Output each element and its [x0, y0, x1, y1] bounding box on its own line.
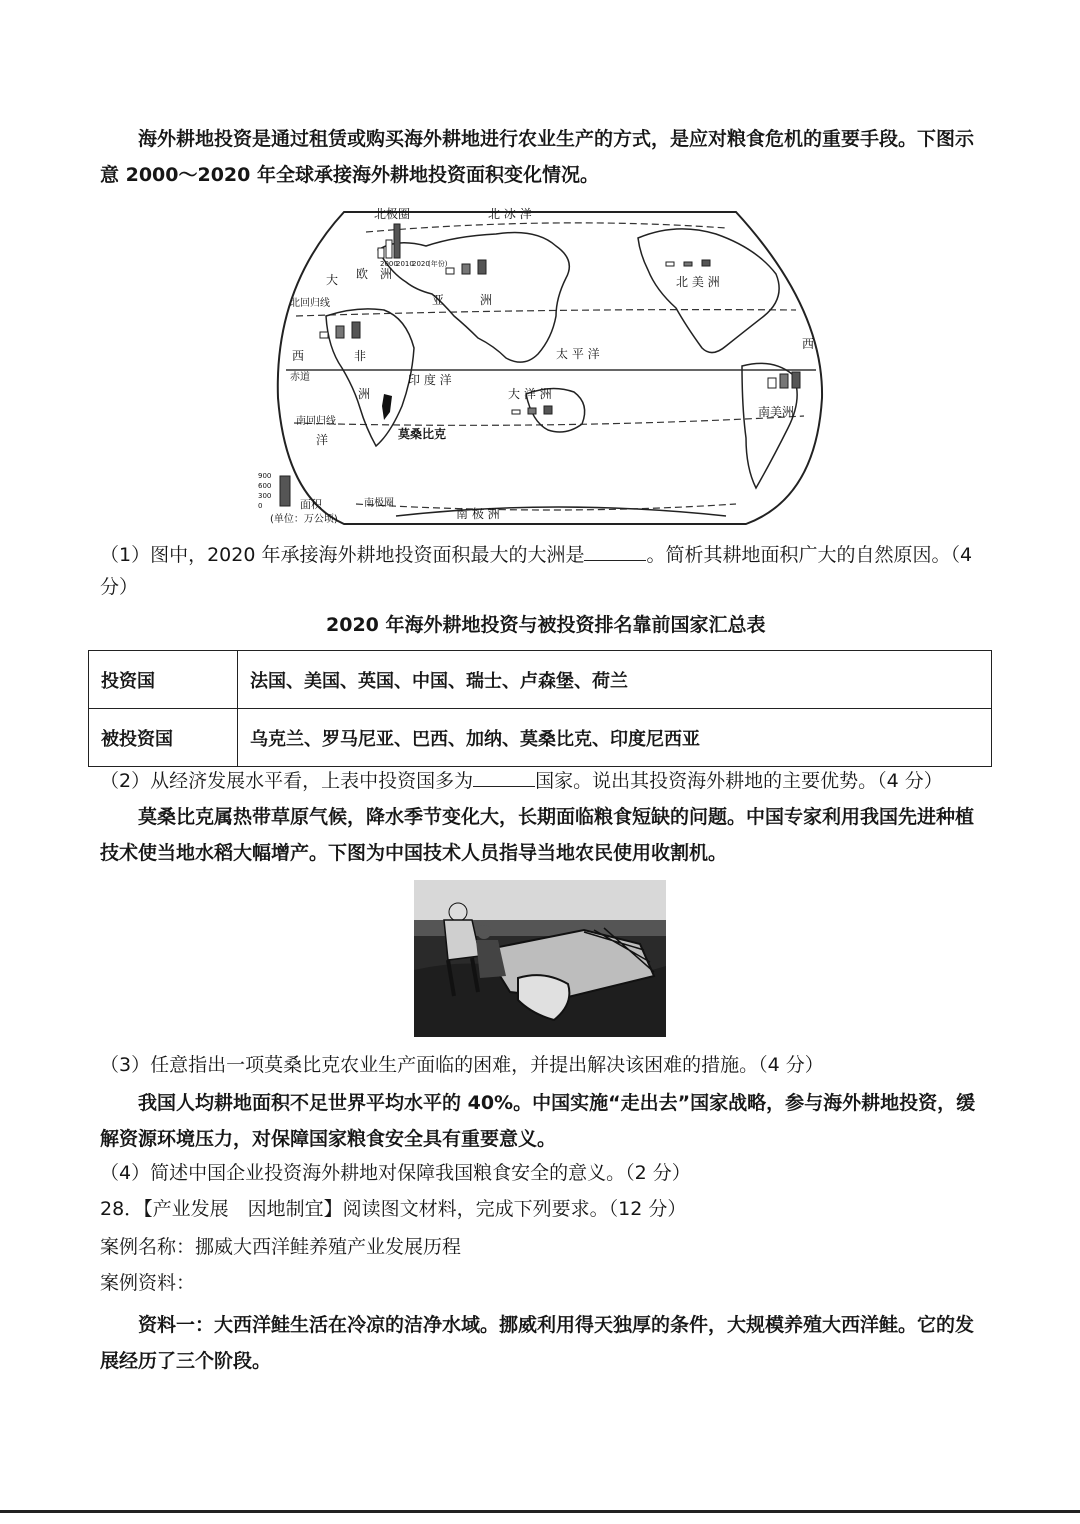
north-america-outline — [638, 229, 779, 353]
harvester-photo — [414, 880, 666, 1037]
africa-bar-2020 — [352, 322, 360, 338]
question-1-line-1 — [100, 540, 972, 568]
north-america-bar-2000 — [666, 262, 674, 266]
scale-tick-900: 900 — [258, 472, 272, 480]
china-para-line-2: 解资源环境压力，对保障国家粮食安全具有重要意义。 — [100, 1128, 557, 1150]
label-arctic-ocean: 北 冰 洋 — [488, 207, 532, 221]
label-south-america: 南美洲 — [758, 405, 795, 419]
label-europe: 欧 — [356, 267, 369, 281]
europe-bar-2010 — [386, 240, 392, 258]
question-1-line-2: 分） — [100, 576, 139, 598]
question-2-answer-blank[interactable] — [473, 766, 535, 787]
label-north-polar: 北极圈 — [374, 207, 411, 221]
oceania-bar-2010 — [528, 408, 536, 414]
scale-tick-0: 0 — [258, 502, 263, 510]
africa-bar-2000 — [320, 332, 328, 338]
europe-year-2000: 2000 — [380, 260, 398, 268]
case-name: 案例名称：挪威大西洋鲑养殖产业发展历程 — [100, 1236, 462, 1258]
question-4: （4）简述中国企业投资海外耕地对保障我国粮食安全的意义。（2 分） — [100, 1162, 691, 1184]
case-material-label: 案例资料： — [100, 1272, 196, 1294]
label-west: 西 — [292, 349, 305, 363]
label-antarctic: 南 极 洲 — [456, 507, 500, 521]
north-america-bar-2010 — [684, 262, 692, 266]
oceania-bar-2000 — [512, 410, 520, 414]
africa-bar-2010 — [336, 326, 344, 338]
mozambique-marker — [382, 394, 392, 420]
label-tropic-capricorn: 南回归线 — [296, 416, 336, 427]
question-2 — [100, 766, 943, 794]
south-america-bar-2010 — [780, 374, 788, 388]
label-north-america: 北 美 洲 — [676, 275, 720, 289]
europe-year-2010: 2010 — [396, 260, 414, 268]
intro-line-2: 意 2000～2020 年全球承接海外耕地投资面积变化情况。 — [100, 164, 599, 186]
table-cell-investor-countries: 法国、美国、英国、中国、瑞士、卢森堡、荷兰 — [238, 651, 992, 709]
material-1-line-2: 展经历了三个阶段。 — [100, 1350, 272, 1372]
question-2-suffix: 国家。说出其投资海外耕地的主要优势。（4 分） — [535, 770, 943, 792]
table-cell-invested-countries: 乌克兰、罗马尼亚、巴西、加纳、莫桑比克、印度尼西亚 — [238, 709, 992, 767]
asia-bar-2000 — [446, 268, 454, 274]
scale-unit-label: (单位：万公顷) — [270, 514, 338, 525]
south-america-bar-2020 — [792, 372, 800, 388]
table-header-investor: 投资国 — [89, 651, 238, 709]
material-1-line-1: 资料一：大西洋鲑生活在冷凉的洁净水域。挪威利用得天独厚的条件，大规模养殖大西洋鲑。它的发 — [138, 1314, 975, 1336]
label-africa-fei: 非 — [354, 349, 367, 363]
label-ocean-yang: 洋 — [316, 433, 329, 447]
label-indian-ocean: 印 度 洋 — [408, 373, 452, 387]
mozambique-para-line-2: 技术使当地水稻大幅增产。下图为中国技术人员指导当地农民使用收割机。 — [100, 842, 728, 864]
map-frame — [278, 212, 822, 524]
scale-area-label: 面积 — [300, 498, 322, 511]
scale-tick-600: 600 — [258, 482, 272, 490]
asia-bar-2020 — [478, 260, 486, 274]
eurasia-outline — [378, 233, 569, 363]
tropic-capricorn-line — [294, 416, 804, 425]
label-pacific: 太 平 洋 — [556, 347, 600, 361]
mozambique-para-line-1: 莫桑比克属热带草原气候，降水季节变化大，长期面临粮食短缺的问题。中国专家利用我国先进种植 — [138, 806, 975, 828]
investment-summary-table — [88, 650, 992, 767]
question-2-prefix: （2）从经济发展水平看，上表中投资国多为 — [100, 770, 474, 792]
page-bottom-edge — [0, 1510, 1080, 1513]
question-1-answer-blank[interactable] — [584, 540, 646, 561]
label-africa-zhou: 洲 — [358, 387, 371, 401]
world-map-figure — [256, 198, 826, 530]
label-europe-da: 大 — [326, 273, 339, 287]
north-america-bar-2020 — [702, 260, 710, 266]
intro-line-1: 海外耕地投资是通过租赁或购买海外耕地进行农业生产的方式，是应对粮食危机的重要手段。下图示 — [138, 128, 975, 150]
arctic-circle-line — [366, 223, 726, 232]
question-1-prefix: （1）图中，2020 年承接海外耕地投资面积最大的大洲是 — [100, 544, 585, 566]
label-mozambique: 莫桑比克 — [398, 427, 447, 441]
table-row — [89, 651, 992, 709]
label-oceania: 大 洋 洲 — [508, 387, 552, 401]
question-3: （3）任意指出一项莫桑比克农业生产面临的困难，并提出解决该困难的措施。（4 分） — [100, 1054, 824, 1076]
question-28: 28．【产业发展 因地制宜】阅读图文材料，完成下列要求。（12 分） — [100, 1198, 687, 1220]
question-1-suffix: 。简析其耕地面积广大的自然原因。（4 — [646, 544, 973, 566]
label-south-polar: 南极圈 — [364, 498, 394, 509]
label-atlantic-xi: 西 — [802, 337, 815, 351]
label-europe-zhou: 洲 — [380, 267, 393, 281]
label-asia-zhou: 洲 — [480, 293, 493, 307]
oceania-bar-2020 — [544, 406, 552, 414]
scale-bar — [280, 476, 290, 506]
europe-year-2020: 2020 — [412, 260, 430, 268]
europe-year-unit: (年份) — [428, 260, 448, 268]
south-america-bar-2000 — [768, 378, 776, 388]
scale-tick-300: 300 — [258, 492, 272, 500]
asia-bar-2010 — [462, 264, 470, 274]
tropic-cancer-line — [296, 310, 796, 316]
table-row — [89, 709, 992, 767]
europe-bar-2020 — [394, 224, 400, 258]
label-equator: 赤道 — [290, 372, 310, 383]
table-header-invested: 被投资国 — [89, 709, 238, 767]
china-para-line-1: 我国人均耕地面积不足世界平均水平的 40%。中国实施“走出去”国家战略，参与海外耕地投资，缓 — [138, 1092, 976, 1114]
table-caption: 2020 年海外耕地投资与被投资排名靠前国家汇总表 — [326, 614, 766, 636]
label-asia: 亚 — [432, 293, 445, 307]
europe-bar-2000 — [378, 248, 384, 258]
label-tropic-cancer: 北回归线 — [290, 298, 330, 309]
